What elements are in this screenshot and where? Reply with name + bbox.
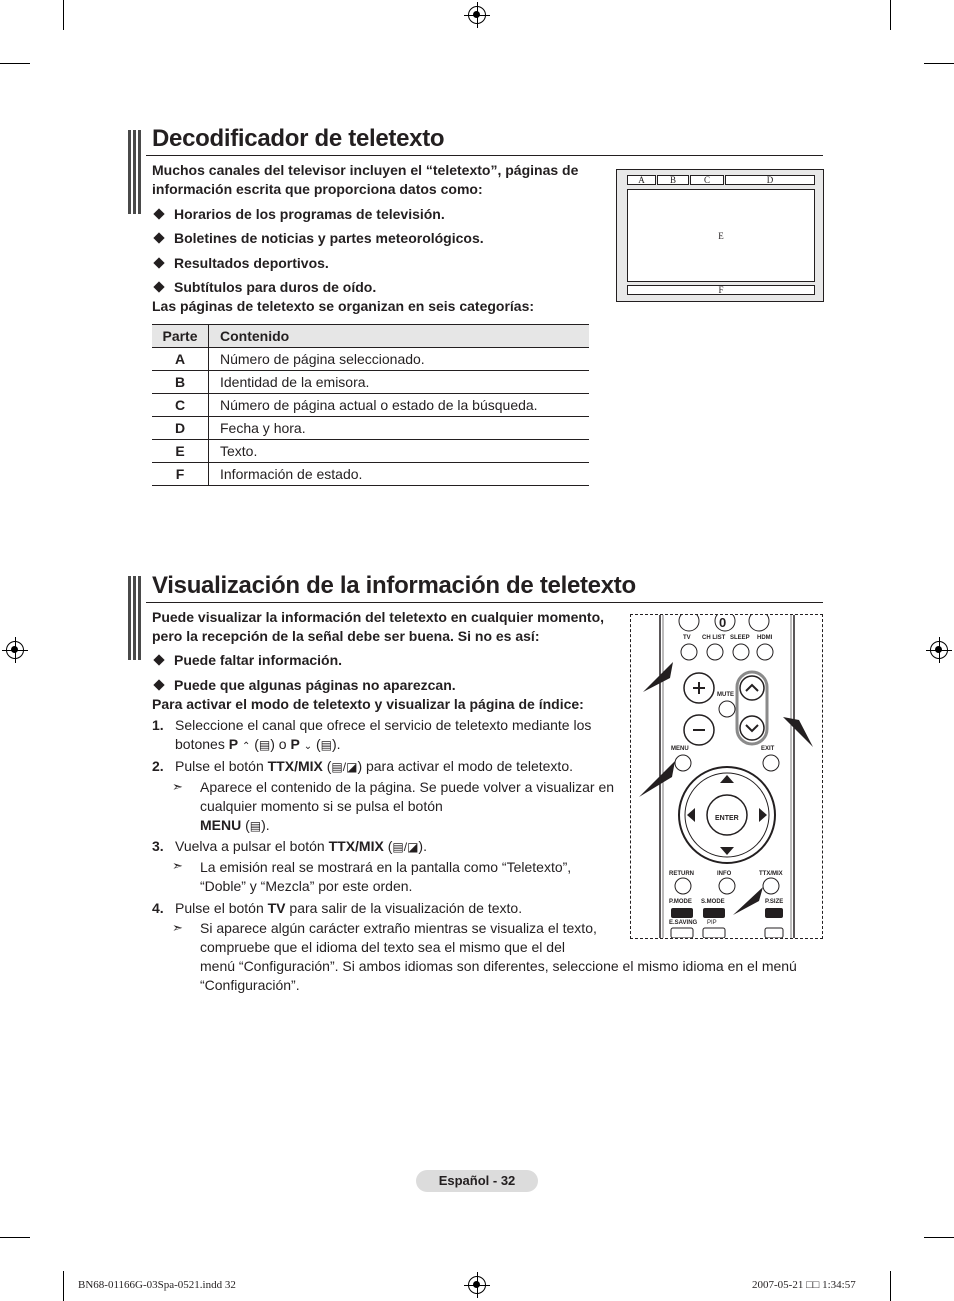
registration-mark-icon bbox=[468, 6, 486, 24]
step-4-text: Pulse el botón TV para salir de la visualización de texto. bbox=[175, 900, 523, 916]
section2-title: Visualización de la información de teletexto bbox=[152, 572, 636, 599]
channel-down-icon: ⌄ bbox=[303, 741, 313, 752]
diagram-cell-d: D bbox=[725, 175, 815, 185]
crop-mark bbox=[924, 1237, 954, 1238]
section1-title: Decodificador de teletexto bbox=[152, 125, 445, 152]
teletext-down-icon: ▤ bbox=[320, 738, 333, 752]
categories-text: Las páginas de teletexto se organizan en seis categorías: bbox=[152, 298, 535, 314]
step-2-text: Pulse el botón TTX/MIX (▤/◪) para activar el modo de teletexto. bbox=[175, 758, 573, 774]
step-number: 1. bbox=[152, 717, 164, 733]
ttx-mix-icon: ▤/◪ bbox=[331, 760, 358, 774]
remote-hdmi-label: HDMI bbox=[757, 635, 773, 641]
step-number: 4. bbox=[152, 900, 164, 916]
bullet-item: Resultados deportivos. bbox=[152, 254, 329, 273]
crop-mark bbox=[0, 1237, 30, 1238]
diamond-bullet-icon bbox=[153, 281, 164, 292]
step-1-text: Seleccione el canal que ofrece el servicio de teletexto mediante los botones P ⌃ (▤) o P ⌄ (▤). bbox=[175, 717, 592, 752]
teletext-categories-table bbox=[152, 324, 589, 486]
note-arrow-icon: ➣ bbox=[172, 920, 183, 935]
remote-tv-label: TV bbox=[683, 635, 691, 641]
channel-up-icon: ⌃ bbox=[241, 741, 251, 752]
menu-teletext-icon: ▤ bbox=[249, 819, 262, 833]
table-header: Contenido bbox=[209, 325, 590, 348]
step-number: 3. bbox=[152, 838, 164, 854]
teletext-screen-diagram bbox=[616, 169, 824, 302]
registration-mark-icon bbox=[6, 641, 24, 659]
diamond-bullet-icon bbox=[153, 232, 164, 243]
section1-intro: Muchos canales del televisor incluyen el “teletexto”, páginas de información escrita que proporciona datos como: bbox=[152, 162, 579, 197]
page-number-badge: Español - 32 bbox=[416, 1170, 538, 1192]
section-marker bbox=[128, 130, 143, 214]
note-arrow-icon: ➣ bbox=[172, 779, 183, 794]
title-rule bbox=[146, 155, 823, 156]
section-marker bbox=[128, 576, 143, 660]
step-number: 2. bbox=[152, 758, 164, 774]
remote-chlist-label: CH LIST bbox=[702, 635, 726, 641]
crop-mark bbox=[890, 0, 891, 30]
crop-mark bbox=[890, 1271, 891, 1301]
table-header: Parte bbox=[152, 325, 209, 348]
crop-mark bbox=[63, 1271, 64, 1301]
remote-psize-label: P.SIZE bbox=[765, 899, 784, 905]
step-3-note: La emisión real se mostrará en la pantalla como “Teletexto”, “Doble” y “Mezcla” por este orden. bbox=[200, 859, 572, 894]
diagram-cell-a: A bbox=[627, 175, 656, 185]
crop-mark bbox=[63, 0, 64, 30]
print-slug-right: 2007-05-21 □□ 1:34:57 bbox=[752, 1279, 856, 1291]
remote-mute-label: MUTE bbox=[717, 692, 734, 698]
bullet-item: Puede que algunas páginas no aparezcan. bbox=[152, 676, 456, 695]
ttx-mix-icon: ▤/◪ bbox=[392, 840, 419, 854]
remote-illustration bbox=[630, 614, 823, 939]
diamond-bullet-icon bbox=[153, 679, 164, 690]
bullet-item: Horarios de los programas de televisión. bbox=[152, 205, 445, 224]
section2-intro: Puede visualizar la información del teletexto en cualquier momento, pero la recepción de la señal debe ser buena. Si no es así: bbox=[152, 609, 605, 644]
remote-control-drawing bbox=[631, 615, 822, 938]
bullet-item: Boletines de noticias y partes meteorológicos. bbox=[152, 229, 484, 248]
registration-mark-icon bbox=[468, 1276, 486, 1294]
step-2-note: Aparece el contenido de la página. Se puede volver a visualizar en cualquier momento si se pulsa el botón MENU (▤). bbox=[200, 779, 615, 833]
teletext-up-icon: ▤ bbox=[258, 738, 271, 752]
diamond-bullet-icon bbox=[153, 208, 164, 219]
crop-mark bbox=[924, 63, 954, 64]
remote-ttxmix-label: TTX/MIX bbox=[759, 871, 783, 877]
table-row: D Fecha y hora. bbox=[152, 417, 589, 440]
crop-mark bbox=[0, 63, 30, 64]
remote-pip-label: PIP bbox=[707, 920, 717, 926]
table-row: E Texto. bbox=[152, 440, 589, 463]
remote-exit-label: EXIT bbox=[761, 746, 775, 752]
note-arrow-icon: ➣ bbox=[172, 858, 183, 873]
diamond-bullet-icon bbox=[153, 654, 164, 665]
diagram-cell-e: E bbox=[627, 189, 815, 282]
bullet-item: Subtítulos para duros de oído. bbox=[152, 278, 376, 297]
remote-info-label: INFO bbox=[717, 871, 732, 877]
remote-esaving-label: E.SAVING bbox=[669, 920, 698, 926]
bullet-item: Puede faltar información. bbox=[152, 651, 342, 670]
remote-pmode-label: P.MODE bbox=[669, 899, 692, 905]
title-rule bbox=[146, 602, 823, 603]
remote-smode-label: S.MODE bbox=[701, 899, 725, 905]
registration-mark-icon bbox=[930, 641, 948, 659]
remote-enter-button[interactable]: ENTER bbox=[715, 815, 739, 822]
diagram-cell-f: F bbox=[627, 285, 815, 295]
table-row: A Número de página seleccionado. bbox=[152, 348, 589, 371]
table-row: F Información de estado. bbox=[152, 463, 589, 486]
step-3-text: Vuelva a pulsar el botón TTX/MIX (▤/◪). bbox=[175, 838, 427, 854]
remote-menu-label: MENU bbox=[671, 746, 689, 752]
diamond-bullet-icon bbox=[153, 257, 164, 268]
table-header-row bbox=[152, 325, 589, 348]
table-row: B Identidad de la emisora. bbox=[152, 371, 589, 394]
step-4-note: Si aparece algún carácter extraño mientras se visualiza el texto, compruebe que el idioma del texto sea el mismo que el del menú “Configuración”. Si ambos idiomas son diferentes, seleccione el mismo idioma en el menú “Configuración”. bbox=[200, 920, 797, 993]
table-row: C Número de página actual o estado de la búsqueda. bbox=[152, 394, 589, 417]
diagram-cell-c: C bbox=[690, 175, 724, 185]
remote-0-button[interactable]: 0 bbox=[719, 615, 727, 630]
print-slug-left: BN68-01166G-03Spa-0521.indd 32 bbox=[78, 1279, 236, 1291]
diagram-cell-b: B bbox=[657, 175, 689, 185]
remote-return-label: RETURN bbox=[669, 871, 694, 877]
activate-text: Para activar el modo de teletexto y visualizar la página de índice: bbox=[152, 696, 584, 712]
remote-sleep-label: SLEEP bbox=[730, 635, 750, 641]
